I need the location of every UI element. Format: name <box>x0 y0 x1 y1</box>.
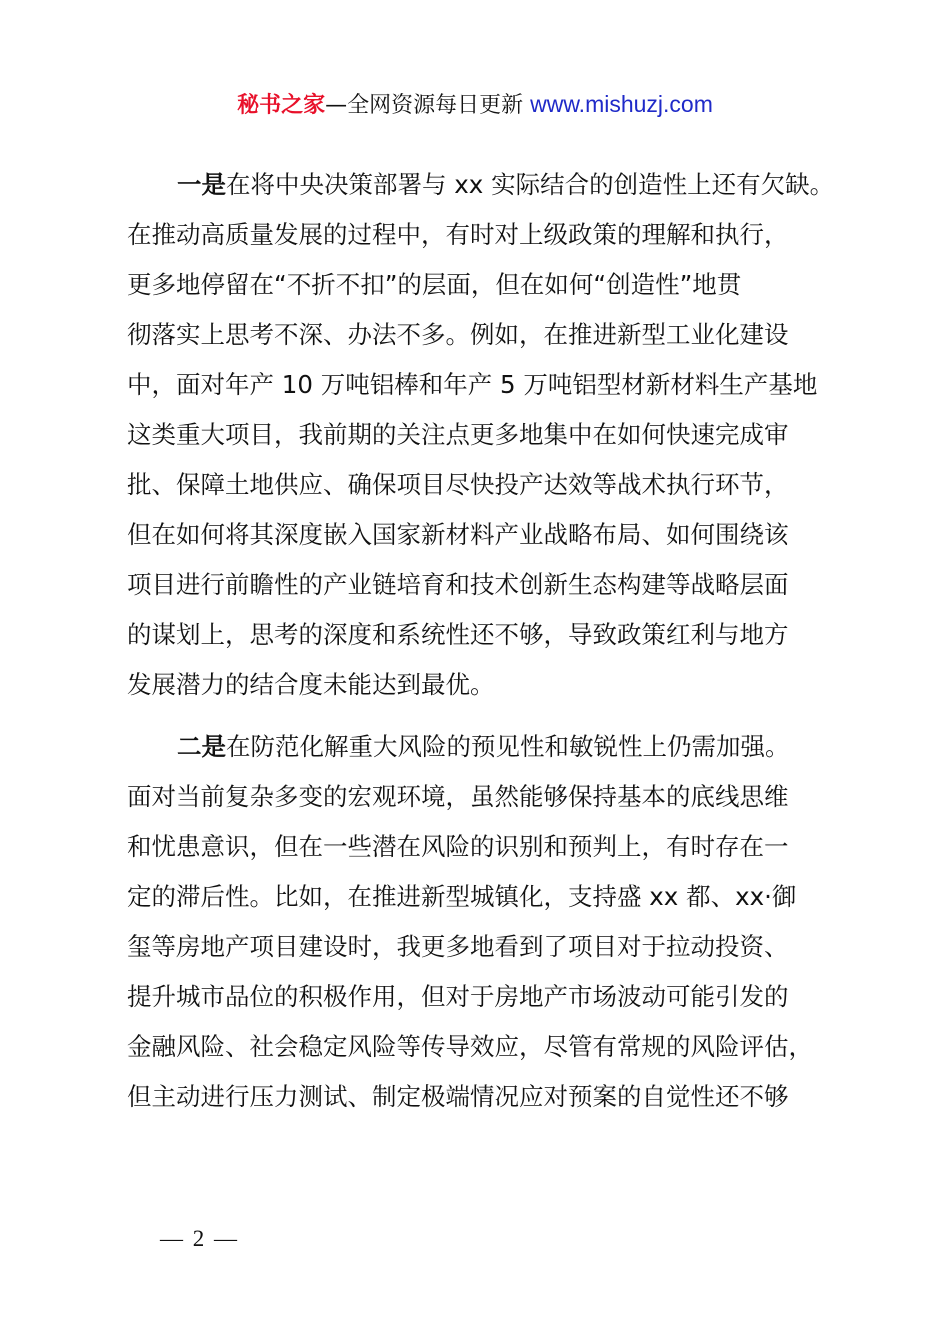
paragraph-line: 但主动进行压力测试、制定极端情况应对预案的自觉性还不够 <box>127 1082 789 1111</box>
paragraph-line <box>127 722 839 772</box>
paragraph-line: 金融风险、社会稳定风险等传导效应，尽管有常规的风险评估， <box>127 1032 813 1061</box>
document-body <box>127 160 839 1122</box>
paragraph-line: 和忧患意识，但在一些潜在风险的识别和预判上，有时存在一 <box>127 832 789 861</box>
page-number: — 2 — <box>160 1226 239 1251</box>
paragraph-line: 项目进行前瞻性的产业链培育和技术创新生态构建等战略层面 <box>127 570 789 599</box>
paragraph-line: 提升城市品位的积极作用，但对于房地产市场波动可能引发的 <box>127 982 789 1011</box>
line-text: 在防范化解重大风险的预见性和敏锐性上仍需加强。 <box>226 732 790 761</box>
paragraph-line: 发展潜力的结合度未能达到最优。 <box>127 670 495 699</box>
header-dash: — <box>325 93 348 118</box>
paragraph-line: 批、保障土地供应、确保项目尽快投产达效等战术执行环节， <box>127 470 789 499</box>
site-url-link[interactable]: www.mishuzj.com <box>530 91 713 117</box>
line-text: 在将中央决策部署与 xx 实际结合的创造性上还有欠缺。 <box>226 170 835 199</box>
paragraph-line: 彻落实上思考不深、办法不多。例如，在推进新型工业化建设 <box>127 320 789 349</box>
site-header <box>0 88 950 122</box>
paragraph-line: 这类重大项目，我前期的关注点更多地集中在如何快速完成审 <box>127 420 789 449</box>
header-slogan: 全网资源每日更新 <box>347 93 524 118</box>
paragraph-line: 中，面对年产 10 万吨铝棒和年产 5 万吨铝型材新材料生产基地 <box>127 370 818 399</box>
paragraph-line <box>127 160 839 210</box>
paragraph-line: 面对当前复杂多变的宏观环境，虽然能够保持基本的底线思维 <box>127 782 789 811</box>
brand-name: 秘书之家 <box>237 93 326 118</box>
paragraph-line: 的谋划上，思考的深度和系统性还不够，导致政策红利与地方 <box>127 620 789 649</box>
paragraph-line: 但在如何将其深度嵌入国家新材料产业战略布局、如何围绕该 <box>127 520 789 549</box>
paragraph-line: 在推动高质量发展的过程中，有时对上级政策的理解和执行， <box>127 220 789 249</box>
paragraph-line: 更多地停留在“不折不扣”的层面，但在如何“创造性”地贯 <box>127 270 742 299</box>
paragraph-lead: 二是 <box>177 732 226 761</box>
paragraph-line: 玺等房地产项目建设时，我更多地看到了项目对于拉动投资、 <box>127 932 789 961</box>
paragraph-lead: 一是 <box>177 170 226 199</box>
paragraph-line: 定的滞后性。比如，在推进新型城镇化，支持盛 xx 都、xx·御 <box>127 882 797 911</box>
paragraph-1 <box>127 160 839 710</box>
paragraph-2 <box>127 722 839 1122</box>
